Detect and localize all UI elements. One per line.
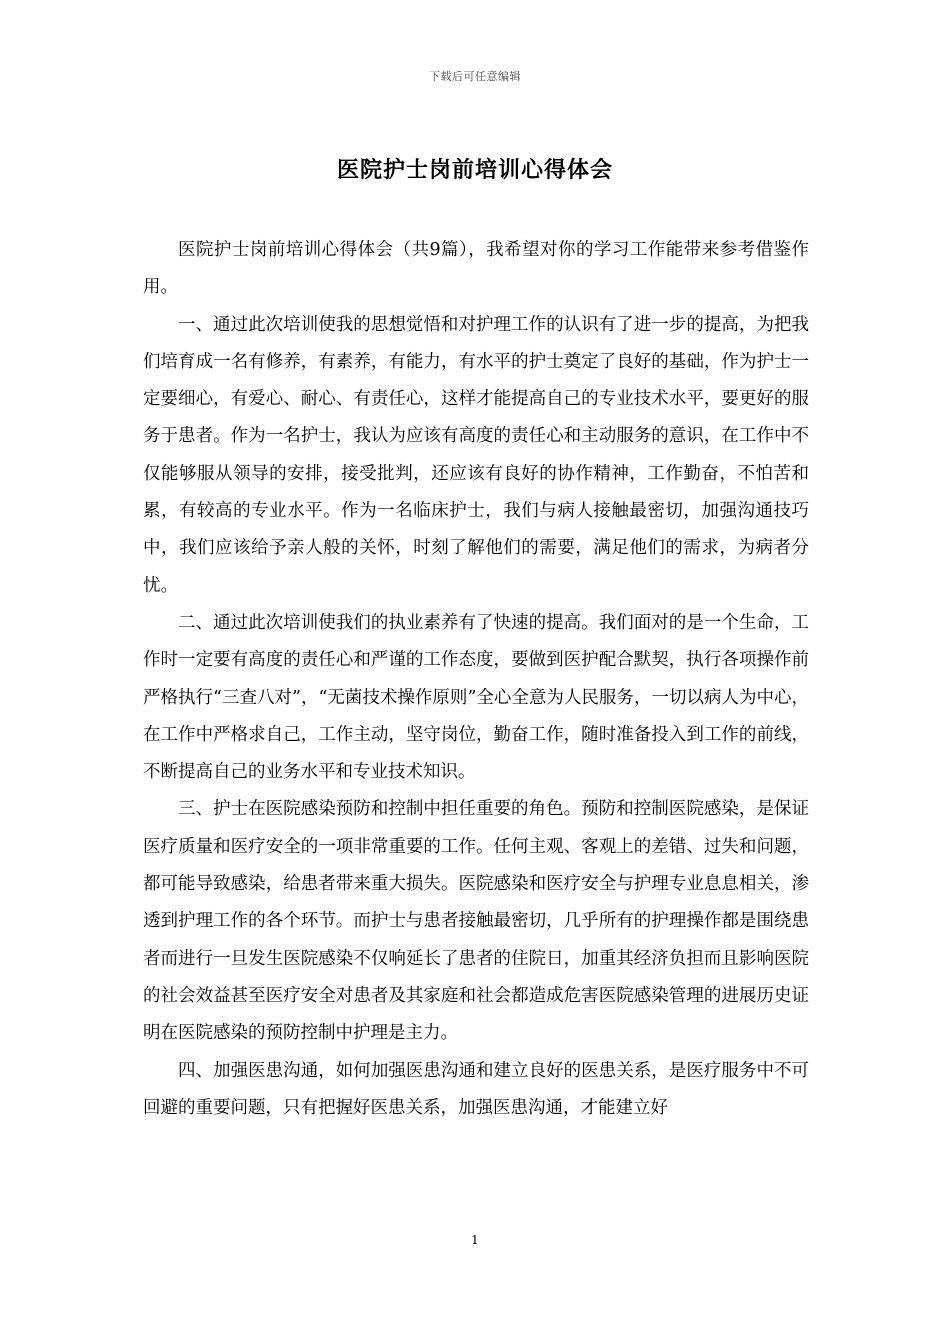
- paragraph-4: 四、加强医患沟通，如何加强医患沟通和建立良好的医患关系，是医疗服务中不可回避的重要问题，只有把握好医患关系，加强医患沟通，才能建立好: [143, 1060, 809, 1118]
- paragraph-intro: 医院护士岗前培训心得体会（共9篇），我希望对你的学习工作能带来参考借鉴作用。: [143, 240, 809, 298]
- paragraph-1: 一、通过此次培训使我的思想觉悟和对护理工作的认识有了进一步的提高，为把我们培育成一名有修养，有素养，有能力，有水平的护士奠定了良好的基础，作为护士一定要细心，有爱心、耐心、有责任心，这样才能提高自己的专业技术水平，要更好的服务于患者。作为一名护士，我认为应该有高度的责任心和主动服务的意识，在工作中不仅能够服从领导的安排，接受批判，还应该有良好的协作精神，工作勤奋，不怕苦和累，有较高的专业水平。作为一名临床护士，我们与病人接触最密切，加强沟通技巧中，我们应该给予亲人般的关怀，时刻了解他们的需要，满足他们的需求，为病者分忧。: [143, 314, 809, 596]
- document-title: 医院护士岗前培训心得体会: [336, 157, 613, 183]
- document-body: [143, 232, 809, 1127]
- paragraph-2: 二、通过此次培训使我们的执业素养有了快速的提高。我们面对的是一个生命，工作时一定要有高度的责任心和严谨的工作态度，要做到医护配合默契，执行各项操作前严格执行“三查八对”，“无菌技术操作原则”全心全意为人民服务，一切以病人为中心，在工作中严格求自己，工作主动，坚守岗位，勤奋工作，随时准备投入到工作的前线，不断提高自己的业务水平和专业技术知识。: [143, 612, 809, 783]
- header-note: 下载后可任意编辑: [429, 70, 521, 83]
- page-number: 1: [471, 1233, 479, 1247]
- paragraph-3: 三、护士在医院感染预防和控制中担任重要的角色。预防和控制医院感染，是保证医疗质量和医疗安全的一项非常重要的工作。任何主观、客观上的差错、过失和问题，都可能导致感染，给患者带来重大损失。医院感染和医疗安全与护理专业息息相关，渗透到护理工作的各个环节。而护士与患者接触最密切，几乎所有的护理操作都是围绕患者而进行一旦发生医院感染不仅响延长了患者的住院日，加重其经济负担而且影响医院的社会效益甚至医疗安全对患者及其家庭和社会都造成危害医院感染管理的进展历史证明在医院感染的预防控制中护理是主力。: [143, 799, 809, 1044]
